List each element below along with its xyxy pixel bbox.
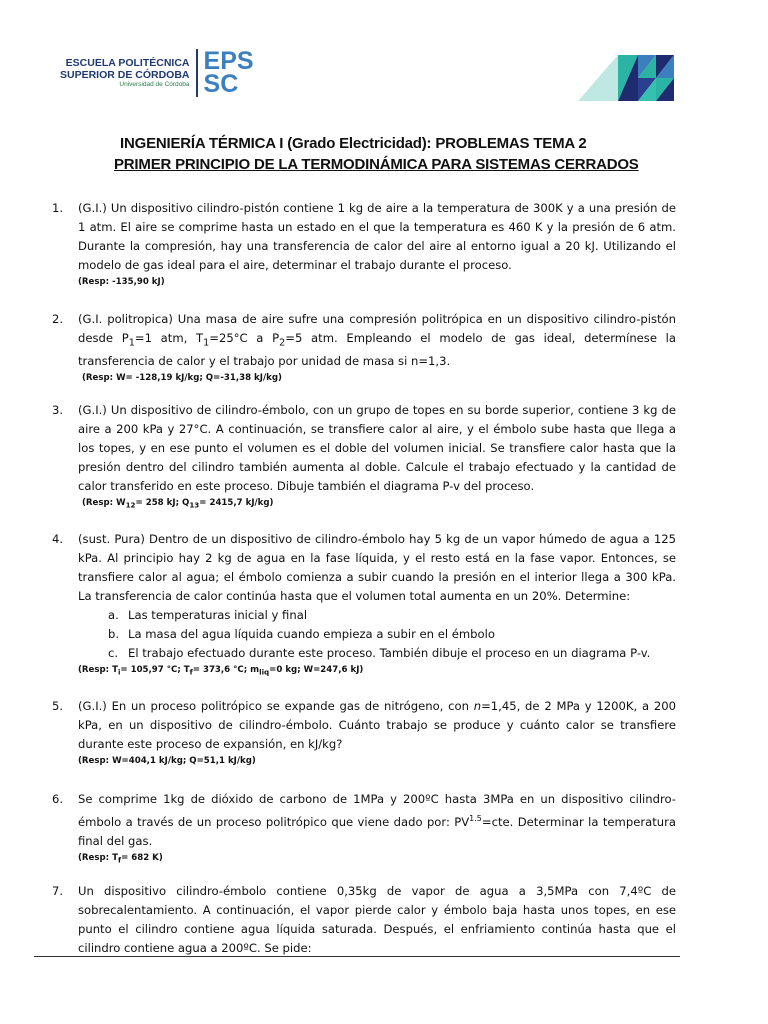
problem-number: 3. <box>52 403 64 417</box>
text-segment: =0 kg; W=247,6 kJ) <box>269 665 364 675</box>
problem-number: 4. <box>52 532 64 546</box>
school-name-line1: ESCUELA POLITÉCNICA <box>65 57 190 69</box>
problem-answer <box>78 496 676 513</box>
document-subtitle: PRIMER PRINCIPIO DE LA TERMODINÁMICA PARA SISTEMAS CERRADOS <box>114 156 639 173</box>
problem-text <box>78 790 676 851</box>
sub-question-text: El trabajo efectuado durante este proceso. También dibuje el proceso en un diagrama P-v. <box>128 646 651 660</box>
subscript: 1 <box>128 337 135 349</box>
text-segment: = 105,97 °C; T <box>120 665 190 675</box>
problem-number: 1. <box>52 201 64 215</box>
subscript: f <box>189 667 193 677</box>
subscript: 1 <box>203 337 210 349</box>
problem-4 <box>78 530 676 680</box>
text-segment: =5 atm. Empleando el modelo de gas ideal, determínese la transferencia de calor y el trabajo por unidad de masa si n=1,3. <box>78 331 676 369</box>
problem-answer <box>78 663 676 680</box>
problem-answer: (Resp: W=404,1 kJ/kg; Q=51,1 kJ/kg) <box>78 756 256 766</box>
page-bottom-rule <box>34 956 680 957</box>
italic-variable: n <box>473 699 482 713</box>
sub-question-text: La masa del agua líquida cuando empieza a subir en el émbolo <box>128 627 495 641</box>
school-name <box>60 57 190 89</box>
subscript: 13 <box>189 500 200 510</box>
problem-text: Un dispositivo cilindro-émbolo contiene 0,35kg de vapor de agua a 3,5MPa con 7,4ºC de sobrecalentamiento. A continuación, el vapor pierde calor y émbolo baja hasta unos topes, en ese punto el cilindro contiene agua líquida saturada. Después, el enfriamiento continúa hasta que el cilindro contiene agua a 200ºC. Se pide: <box>78 884 676 955</box>
text-segment: = 258 kJ; Q <box>135 498 190 508</box>
subscript: f <box>117 855 122 865</box>
problem-answer: (Resp: W= -128,19 kJ/kg; Q=-31,38 kJ/kg) <box>82 373 282 384</box>
problem-number: 2. <box>52 312 64 326</box>
sub-question-letter: c. <box>108 646 119 660</box>
sub-question <box>78 625 676 644</box>
text-segment: Se comprime 1kg de dióxido de carbono de 1MPa y 200ºC hasta 3MPa en un dispositivo cilindro-émbolo a través de un proceso politrópico que viene dado por: PV <box>78 792 676 829</box>
problem-7 <box>78 882 676 958</box>
problem-text: (sust. Pura) Dentro de un dispositivo de cilindro-émbolo hay 5 kg de un vapor húmedo de agua a 125 kPa. Al principio hay 2 kg de agua en la fase líquida, y el resto está en la fase vapor. Entonces, se transfiere calor al agua; el émbolo comienza a subir cuando la presión en el interior llega a 300 kPa. La transferencia de calor continúa hasta que el volumen total aumenta en un 20%. Determine: <box>78 532 676 603</box>
sub-question <box>78 606 676 625</box>
subscript: 12 <box>125 500 136 510</box>
text-segment: =cte. Determinar la temperatura final del gas. <box>78 814 676 848</box>
subscript: 2 <box>279 337 286 349</box>
problem-number: 5. <box>52 699 64 713</box>
text-segment: (G.I.) En un proceso politrópico se expande gas de nitrógeno, con <box>78 699 474 713</box>
subscript: i <box>117 667 121 677</box>
school-logo <box>60 46 254 100</box>
problem-answer <box>78 851 676 868</box>
text-segment: (Resp: T <box>78 852 118 863</box>
subscript: liq <box>259 667 270 677</box>
text-segment: (Resp: W <box>82 498 126 508</box>
problem-5 <box>78 697 676 768</box>
text-segment: =1,45, de 2 MPa y 1200K, a 200 kPa, en un dispositivo de cilindro-émbolo. Cuánto trabajo se produce y cuánto calor se transfiere durante este proceso de expansión, en kJ/kg? <box>78 699 676 751</box>
problem-text <box>78 310 676 371</box>
sub-question <box>78 644 676 663</box>
problem-text: (G.I.) Un dispositivo de cilindro-émbolo, con un grupo de topes en su borde superior, contiene 3 kg de aire a 200 kPa y 27°C. A continuación, se transfiere calor al aire, y el émbolo sube hasta que llega a los topes, y en ese punto el volumen es el doble del volumen inicial. Se transfiere calor hasta que la presión dentro del cilindro también aumenta al doble. Calcule el trabajo efectuado y la cantidad de calor transferido en este proceso. Dibuje también el diagrama P-v del proceso. <box>78 403 676 493</box>
problem-2 <box>78 310 676 385</box>
school-name-line2: SUPERIOR DE CÓRDOBA <box>60 69 190 81</box>
problem-1 <box>78 199 676 289</box>
problem-6 <box>78 790 676 868</box>
problem-number: 7. <box>52 884 64 898</box>
logo-divider <box>196 49 198 97</box>
text-segment: = 2415,7 kJ/kg) <box>199 498 274 508</box>
sub-question-letter: b. <box>108 627 120 641</box>
geometric-triangles-logo <box>578 55 674 101</box>
text-segment: =25°C a P <box>209 331 280 345</box>
text-segment: =1 atm, T <box>134 331 204 345</box>
problem-text <box>78 697 676 754</box>
problem-text: (G.I.) Un dispositivo cilindro-pistón contiene 1 kg de aire a la temperatura de 300K y a una presión de 1 atm. El aire se comprime hasta un estado en el que la temperatura es 460 K y la presión de 6 atm. Durante la compresión, hay una transferencia de calor del aire al entorno igual a 20 kJ. Utilizando el modelo de gas ideal para el aire, determinar el trabajo durante el proceso. <box>78 201 676 272</box>
text-segment: (Resp: T <box>78 665 118 675</box>
text-segment: = 682 K) <box>121 852 163 863</box>
superscript: 1.5 <box>469 814 482 823</box>
text-segment: (G.I. politropica) Una masa de aire sufre una compresión politrópica en un dispositivo cilindro-pistón desde P <box>78 312 676 345</box>
text-segment: = 373,6 °C; m <box>192 665 260 675</box>
university-name: Universidad de Córdoba <box>119 81 190 88</box>
problem-answer: (Resp: -135,90 kJ) <box>78 277 165 287</box>
sub-question-letter: a. <box>108 608 119 622</box>
sub-questions <box>78 606 676 663</box>
problem-number: 6. <box>52 792 64 806</box>
epsc-logo-top: EPS <box>203 47 254 75</box>
sub-question-text: Las temperaturas inicial y final <box>128 608 308 622</box>
problem-3 <box>78 401 676 513</box>
document-title: INGENIERÍA TÉRMICA I (Grado Electricidad): PROBLEMAS TEMA 2 <box>120 135 587 152</box>
epsc-logo-bottom: SC <box>203 70 239 98</box>
epsc-logo-text <box>203 47 254 98</box>
